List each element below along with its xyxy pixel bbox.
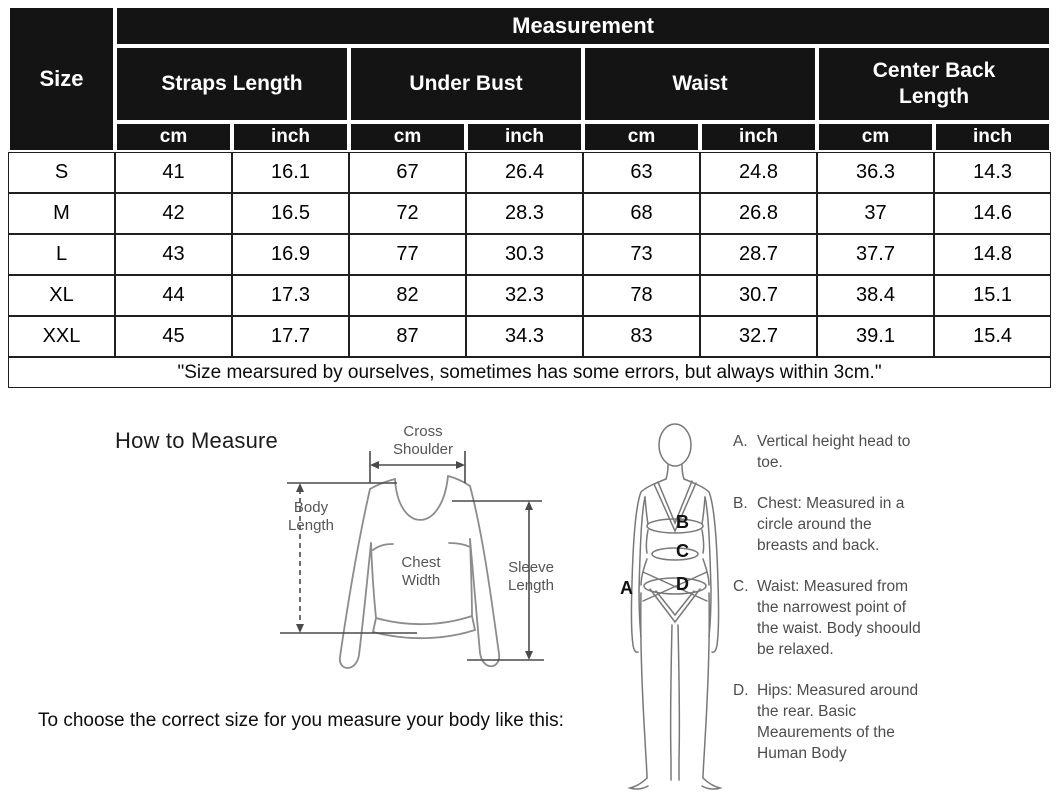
figure-marker-a: A (620, 578, 633, 598)
value-cell: 14.6 (934, 193, 1051, 234)
instruction-text: Waist: Measured from the narrowest point of the waist. Body shoould be relaxed. (757, 578, 921, 658)
value-cell: 26.8 (700, 193, 817, 234)
instruction-marker: D. (733, 682, 749, 699)
value-cell: 68 (583, 193, 700, 234)
size-chart-table (8, 6, 1051, 388)
instruction-marker: B. (733, 495, 748, 512)
unit-header-cm: cm (583, 122, 700, 152)
unit-header-inch: inch (934, 122, 1051, 152)
group-header-waist: Waist (583, 46, 817, 122)
unit-header-cm: cm (115, 122, 232, 152)
size-table-body (8, 152, 1051, 357)
table-row (8, 275, 1051, 316)
value-cell: 30.7 (700, 275, 817, 316)
value-cell: 30.3 (466, 234, 583, 275)
value-cell: 82 (349, 275, 466, 316)
value-cell: 32.3 (466, 275, 583, 316)
figure-marker-c: C (676, 541, 689, 561)
value-cell: 14.8 (934, 234, 1051, 275)
instruction-marker: A. (733, 433, 748, 450)
value-cell: 36.3 (817, 152, 934, 193)
group-header-straps-length: Straps Length (115, 46, 349, 122)
group-header-under-bust: Under Bust (349, 46, 583, 122)
value-cell: 17.7 (232, 316, 349, 357)
value-cell: 24.8 (700, 152, 817, 193)
value-cell: 45 (115, 316, 232, 357)
body-figure-diagram (610, 415, 740, 800)
value-cell: 38.4 (817, 275, 934, 316)
value-cell: 16.1 (232, 152, 349, 193)
value-cell: 32.7 (700, 316, 817, 357)
value-cell: 63 (583, 152, 700, 193)
value-cell: 34.3 (466, 316, 583, 357)
table-note: "Size mearsured by ourselves, sometimes has some errors, but always within 3cm." (8, 357, 1051, 388)
list-item (733, 680, 928, 764)
size-cell: XXL (8, 316, 115, 357)
how-to-measure-heading: How to Measure (115, 428, 278, 453)
figure-marker-d: D (676, 574, 689, 594)
group-header-center-back-length: Center Back Length (817, 46, 1051, 122)
value-cell: 73 (583, 234, 700, 275)
sleeve-length-label: Sleeve Length (508, 559, 554, 594)
measure-instructions-list (733, 431, 928, 764)
list-item (733, 431, 928, 473)
value-cell: 42 (115, 193, 232, 234)
size-cell: XL (8, 275, 115, 316)
value-cell: 28.7 (700, 234, 817, 275)
instruction-text: Chest: Measured in a circle around the breasts and back. (757, 495, 905, 554)
body-length-label: Body Length (288, 499, 334, 534)
value-cell: 44 (115, 275, 232, 316)
garment-measure-diagram (252, 413, 582, 708)
value-cell: 37.7 (817, 234, 934, 275)
value-cell: 26.4 (466, 152, 583, 193)
figure-marker-b: B (676, 512, 689, 532)
value-cell: 41 (115, 152, 232, 193)
size-column-header: Size (8, 6, 115, 152)
body-outline-drawing (610, 415, 740, 800)
value-cell: 83 (583, 316, 700, 357)
value-cell: 67 (349, 152, 466, 193)
value-cell: 72 (349, 193, 466, 234)
unit-header-inch: inch (466, 122, 583, 152)
instruction-marker: C. (733, 578, 749, 595)
list-item (733, 493, 928, 556)
table-row (8, 234, 1051, 275)
chest-width-label: Chest Width (401, 554, 441, 589)
value-cell: 15.4 (934, 316, 1051, 357)
size-cell: L (8, 234, 115, 275)
value-cell: 43 (115, 234, 232, 275)
size-cell: S (8, 152, 115, 193)
instruction-text: Vertical height head to toe. (757, 433, 911, 471)
size-cell: M (8, 193, 115, 234)
table-row (8, 152, 1051, 193)
value-cell: 28.3 (466, 193, 583, 234)
value-cell: 17.3 (232, 275, 349, 316)
value-cell: 87 (349, 316, 466, 357)
value-cell: 15.1 (934, 275, 1051, 316)
value-cell: 77 (349, 234, 466, 275)
value-cell: 37 (817, 193, 934, 234)
value-cell: 78 (583, 275, 700, 316)
table-row (8, 316, 1051, 357)
cross-shoulder-label: Cross Shoulder (392, 423, 454, 458)
value-cell: 16.5 (232, 193, 349, 234)
value-cell: 16.9 (232, 234, 349, 275)
unit-header-inch: inch (700, 122, 817, 152)
list-item (733, 576, 928, 660)
table-row (8, 193, 1051, 234)
unit-header-inch: inch (232, 122, 349, 152)
measurement-header: Measurement (115, 6, 1051, 46)
value-cell: 14.3 (934, 152, 1051, 193)
unit-header-cm: cm (349, 122, 466, 152)
instruction-text: Hips: Measured around the rear. Basic Meaurements of the Human Body (757, 682, 919, 762)
unit-header-cm: cm (817, 122, 934, 152)
choose-size-footer-text: To choose the correct size for you measure your body like this: (38, 710, 564, 731)
value-cell: 39.1 (817, 316, 934, 357)
